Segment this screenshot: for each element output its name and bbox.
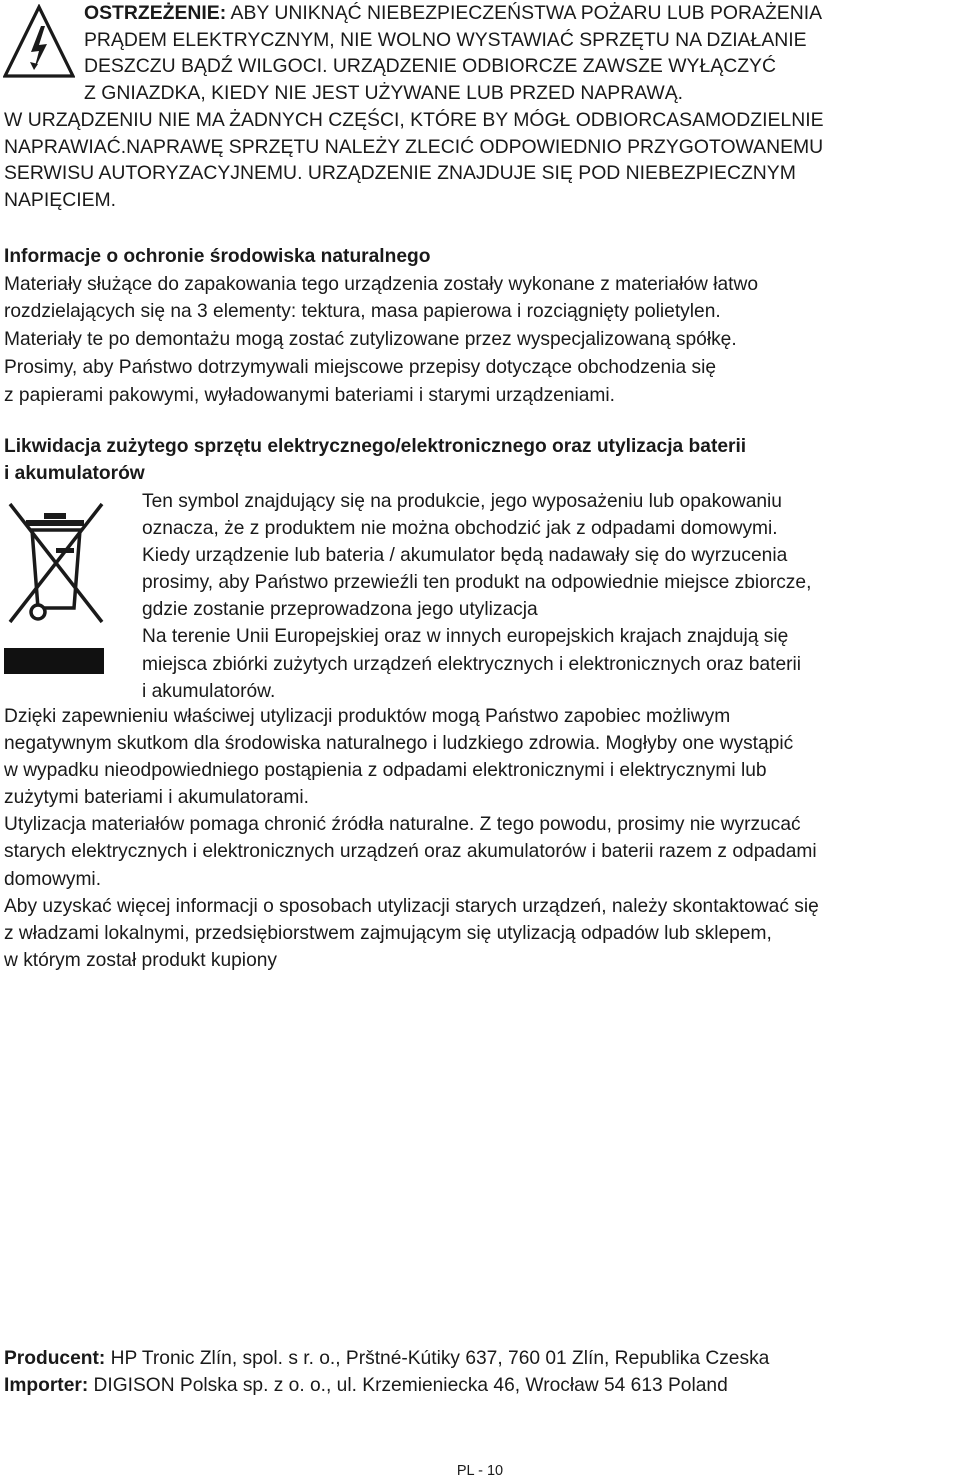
page-number: PL - 10 — [456, 1463, 504, 1479]
environment-line: rozdzielających się na 3 elementy: tektura, masa papierowa i rozciągnięty polietylen. — [4, 301, 721, 323]
producer-line — [4, 1345, 954, 1372]
crossed-out-bin-icon — [4, 500, 108, 678]
body-line: w którym został produkt kupiony — [4, 949, 278, 971]
environment-line: Prosimy, aby Państwo dotrzymywali miejscowe przepisy dotyczące obchodzenia się — [4, 356, 717, 378]
environment-line: z papierami pakowymi, wyładowanymi bateriami i starymi urządzeniami. — [4, 384, 616, 406]
warning-line-3: DESZCZU BĄDŹ WILGOCI. URZĄDZENIE ODBIORCZE ZAWSZE WYŁĄCZYĆ — [84, 55, 776, 78]
warning-line-7: SERWISU AUTORYZACYJNEMU. URZĄDZENIE ZNAJDUJE SIĘ POD NIEBEZPIECZNYM — [4, 162, 796, 185]
warning-line-8: NAPIĘCIEM. — [4, 188, 117, 211]
environment-heading: Informacje o ochronie środowiska naturalnego — [4, 246, 431, 267]
warning-label: OSTRZEŻENIE: — [84, 2, 227, 24]
environment-section — [4, 243, 954, 409]
body-line: domowymi. — [4, 868, 102, 890]
body-line: Aby uzyskać więcej informacji o sposobach utylizacji starych urządzeń, należy skontaktować się — [4, 895, 819, 917]
body-line: Utylizacja materiałów pomaga chronić źródła naturalne. Z tego powodu, prosimy nie wyrzucać — [4, 814, 801, 836]
producer-info — [4, 1345, 954, 1399]
warning-line-4: Z GNIAZDKA, KIEDY NIE JEST UŻYWANE LUB PRZED NAPRAWĄ. — [84, 82, 684, 105]
body-line: Dzięki zapewnieniu właściwej utylizacji produktów mogą Państwo zapobiec możliwym — [4, 706, 731, 727]
body-line: zużytymi bateriami i akumulatorami. — [4, 787, 309, 809]
symbol-line: oznacza, że z produktem nie można obchodzić jak z odpadami domowymi. — [142, 518, 778, 540]
warning-line-2: PRĄDEM ELEKTRYCZNYM, NIE WOLNO WYSTAWIAĆ SPRZĘTU NA DZIAŁANIE — [84, 28, 807, 51]
disposal-heading — [4, 433, 954, 487]
body-line: w wypadku nieodpowiedniego postąpienia z odpadami elektronicznymi i elektrycznymi lub — [4, 760, 767, 782]
disposal-heading-line: Likwidacja zużytego sprzętu elektrycznego/elektronicznego oraz utylizacja baterii — [4, 436, 747, 457]
disposal-symbol-text — [142, 488, 952, 705]
symbol-line: Na terenie Unii Europejskiej oraz w innych europejskich krajach znajdują się — [142, 626, 789, 648]
disposal-body-text — [4, 703, 959, 974]
environment-line: Materiały te po demontażu mogą zostać zutylizowane przez wyspecjalizowaną spółkę. — [4, 329, 737, 351]
disposal-heading-line: i akumulatorów — [4, 463, 145, 485]
environment-line: Materiały służące do zapakowania tego urządzenia zostały wykonane z materiałów łatwo — [4, 273, 759, 295]
symbol-line: prosimy, aby Państwo przewieźli ten produkt na odpowiednie miejsce zbiorcze, — [142, 572, 812, 594]
importer-label: Importer: — [4, 1375, 89, 1396]
symbol-line: miejsca zbiórki zużytych urządzeń elektrycznych i elektronicznych oraz baterii — [142, 653, 802, 675]
warning-line-1: OSTRZEŻENIE: ABY UNIKNĄĆ NIEBEZPIECZEŃSTWA POŻARU LUB PORAŻENIA — [84, 2, 823, 24]
body-line: starych elektrycznych i elektronicznych urządzeń oraz akumulatorów i baterii razem z odpadami — [4, 841, 817, 863]
producer-value: HP Tronic Zlín, spol. s r. o., Prštné-Kútiky 637, 760 01 Zlín, Republika Czeska — [105, 1348, 770, 1369]
warning-line-6: NAPRAWIAĆ.NAPRAWĘ SPRZĘTU NALEŻY ZLECIĆ ODPOWIEDNIO PRZYGOTOWANEMU — [4, 135, 824, 158]
warning-block — [4, 0, 954, 214]
symbol-line: Ten symbol znajdujący się na produkcie, jego wyposażeniu lub opakowaniu — [142, 491, 782, 512]
symbol-line: gdzie zostanie przeprowadzona jego utylizacja — [142, 599, 538, 621]
importer-value: DIGISON Polska sp. z o. o., ul. Krzemieniecka 46, Wrocław 54 613 Poland — [88, 1375, 728, 1396]
body-line: negatywnym skutkom dla środowiska naturalnego i ludzkiego zdrowia. Mogłyby one wystąpić — [4, 733, 794, 755]
producer-label: Producent: — [4, 1348, 106, 1369]
symbol-line: Kiedy urządzenie lub bateria / akumulator będą nadawały się do wyrzucenia — [142, 545, 788, 567]
importer-line — [4, 1372, 954, 1399]
symbol-line: i akumulatorów. — [142, 680, 276, 702]
warning-line-5: W URZĄDZENIU NIE MA ŻADNYCH CZĘŚCI, KTÓRE BY MÓGŁ ODBIORCASAMODZIELNIE — [4, 108, 824, 131]
body-line: z władzami lokalnymi, przedsiębiorstwem zajmującym się utylizacją odpadów lub sklepem, — [4, 922, 772, 944]
